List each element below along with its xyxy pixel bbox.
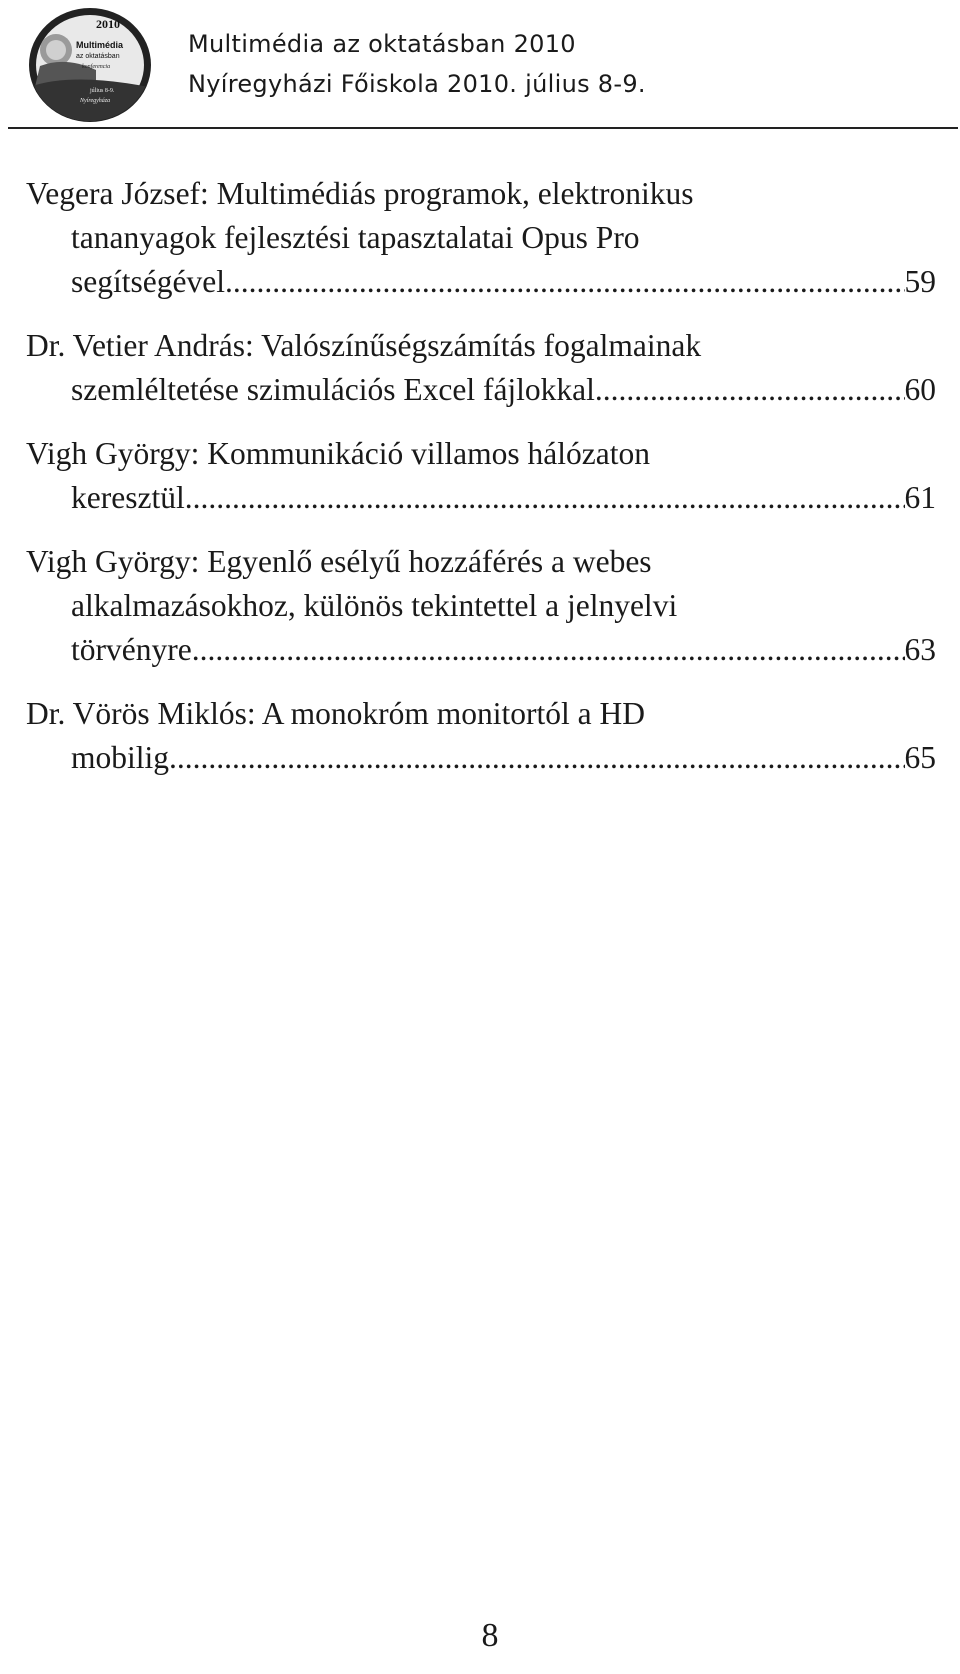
toc-entry[interactable]	[26, 324, 936, 412]
toc-page-number: 63	[904, 632, 936, 667]
header-subtitle: Nyíregyházi Főiskola 2010. július 8-9.	[188, 70, 646, 98]
logo-line2: az oktatásban	[76, 53, 120, 60]
header-title: Multimédia az oktatásban 2010	[188, 30, 576, 58]
toc-entry-title-line: Vigh György: Egyenlő esélyű hozzáférés a webes	[26, 544, 652, 579]
toc-entry-title-end: szemléltetése szimulációs Excel fájlokkal	[71, 372, 595, 407]
toc-entry-title-end: segítségével	[71, 264, 225, 299]
logo-line1: Multimédia	[76, 40, 124, 50]
toc-page-number: 61	[904, 480, 936, 515]
toc-entry-title-end: keresztül	[71, 480, 185, 515]
toc-entry[interactable]	[26, 172, 936, 304]
toc-entry-title-end: mobilig	[71, 740, 170, 775]
toc-entry-last-line	[26, 476, 936, 520]
toc-leader-dots	[169, 736, 904, 780]
toc-entry-title-line: Vigh György: Kommunikáció villamos hálózaton	[26, 436, 650, 471]
toc-entry-title-line: Vegera József: Multimédiás programok, elektronikus	[26, 176, 694, 211]
header-divider	[8, 127, 958, 129]
toc-entry-last-line	[26, 368, 936, 412]
toc-leader-dots	[595, 368, 905, 412]
logo-line3: konferencia	[82, 64, 111, 70]
toc-page-number: 59	[904, 264, 936, 299]
toc-entry-last-line	[26, 736, 936, 780]
toc-entry-last-line	[26, 628, 936, 672]
toc-entry[interactable]	[26, 692, 936, 780]
toc-entry-title-line: alkalmazásokhoz, különös tekintettel a jelnyelvi	[71, 588, 678, 623]
conference-logo	[26, 6, 154, 124]
toc-leader-dots	[192, 628, 905, 672]
table-of-contents	[26, 172, 936, 800]
toc-entry-title-line: Dr. Vörös Miklós: A monokróm monitortól a HD	[26, 696, 645, 731]
toc-page-number: 60	[904, 372, 936, 407]
toc-entry-last-line	[26, 260, 936, 304]
logo-line4: július 8-9.	[90, 88, 115, 94]
logo-year: 2010	[96, 17, 120, 31]
page-header	[0, 0, 960, 130]
toc-entry-title-line: tananyagok fejlesztési tapasztalatai Opus Pro	[71, 220, 640, 255]
toc-entry-title-line: Dr. Vetier András: Valószínűségszámítás fogalmainak	[26, 328, 702, 363]
page-number: 8	[481, 1617, 499, 1654]
logo-line5: Nyíregyháza	[80, 98, 111, 104]
toc-page-number: 65	[904, 740, 936, 775]
header-text	[188, 24, 646, 104]
toc-entry[interactable]	[26, 432, 936, 520]
toc-entry[interactable]	[26, 540, 936, 672]
toc-leader-dots	[185, 476, 905, 520]
toc-leader-dots	[225, 260, 905, 304]
toc-entry-title-end: törvényre	[71, 632, 192, 667]
